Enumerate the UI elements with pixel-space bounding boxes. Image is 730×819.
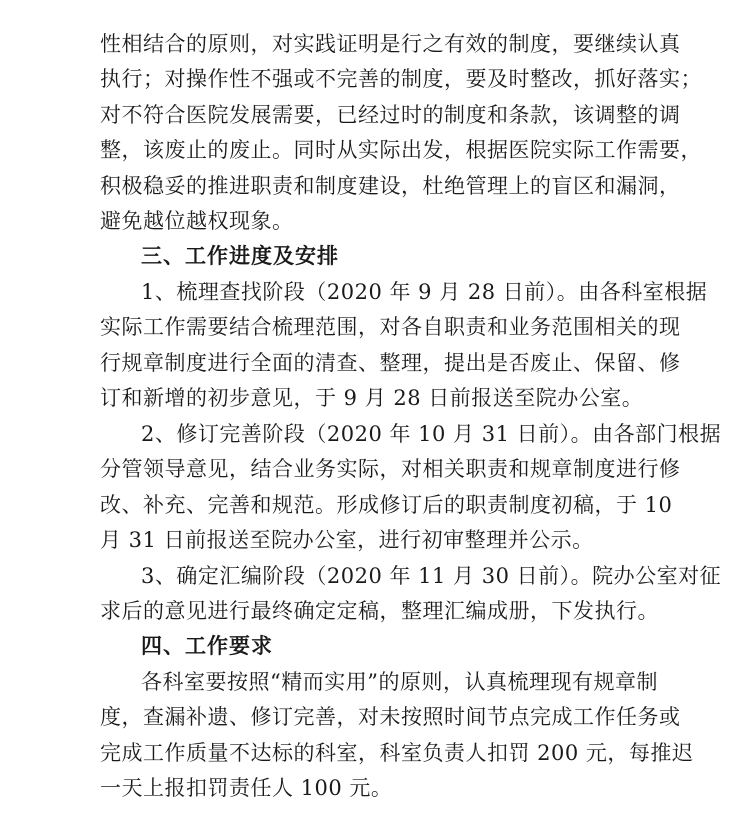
body-line: 积极稳妥的推进职责和制度建设，杜绝管理上的盲区和漏洞， <box>100 174 681 198</box>
section-heading: 四、工作要求 <box>141 634 273 658</box>
body-line: 各科室要按照“精而实用”的原则，认真梳理现有规章制 <box>141 670 658 694</box>
body-line: 对不符合医院发展需要，已经过时的制度和条款，该调整的调 <box>100 103 681 127</box>
body-line: 改、补充、完善和规范。形成修订后的职责制度初稿，于 10 <box>100 493 673 517</box>
body-line: 性相结合的原则，对实践证明是行之有效的制度，要继续认真 <box>100 32 681 56</box>
body-line: 3、确定汇编阶段（2020 年 11 月 30 日前）。院办公室对征 <box>141 564 722 588</box>
section-heading: 三、工作进度及安排 <box>141 244 339 268</box>
body-line: 订和新增的初步意见，于 9 月 28 日前报送至院办公室。 <box>100 386 644 410</box>
body-line: 1、梳理查找阶段（2020 年 9 月 28 日前）。由各科室根据 <box>141 280 708 304</box>
body-line: 避免越位越权现象。 <box>100 209 294 233</box>
body-line: 月 31 日前报送至院办公室，进行初审整理并公示。 <box>100 528 594 552</box>
body-line: 执行；对操作性不强或不完善的制度，要及时整改，抓好落实； <box>100 67 702 91</box>
body-line: 一天上报扣罚责任人 100 元。 <box>100 776 393 800</box>
body-line: 完成工作质量不达标的科室，科室负责人扣罚 200 元，每推迟 <box>100 741 694 765</box>
body-line: 分管领导意见，结合业务实际，对相关职责和规章制度进行修 <box>100 457 681 481</box>
body-line: 度，查漏补遗、修订完善，对未按照时间节点完成工作任务或 <box>100 705 681 729</box>
body-line: 行规章制度进行全面的清查、整理，提出是否废止、保留、修 <box>100 351 681 375</box>
body-line: 实际工作需要结合梳理范围，对各自职责和业务范围相关的现 <box>100 315 681 339</box>
body-line: 2、修订完善阶段（2020 年 10 月 31 日前）。由各部门根据 <box>141 422 722 446</box>
body-line: 整，该废止的废止。同时从实际出发，根据医院实际工作需要， <box>100 138 702 162</box>
body-line: 求后的意见进行最终确定定稿，整理汇编成册，下发执行。 <box>100 599 659 623</box>
